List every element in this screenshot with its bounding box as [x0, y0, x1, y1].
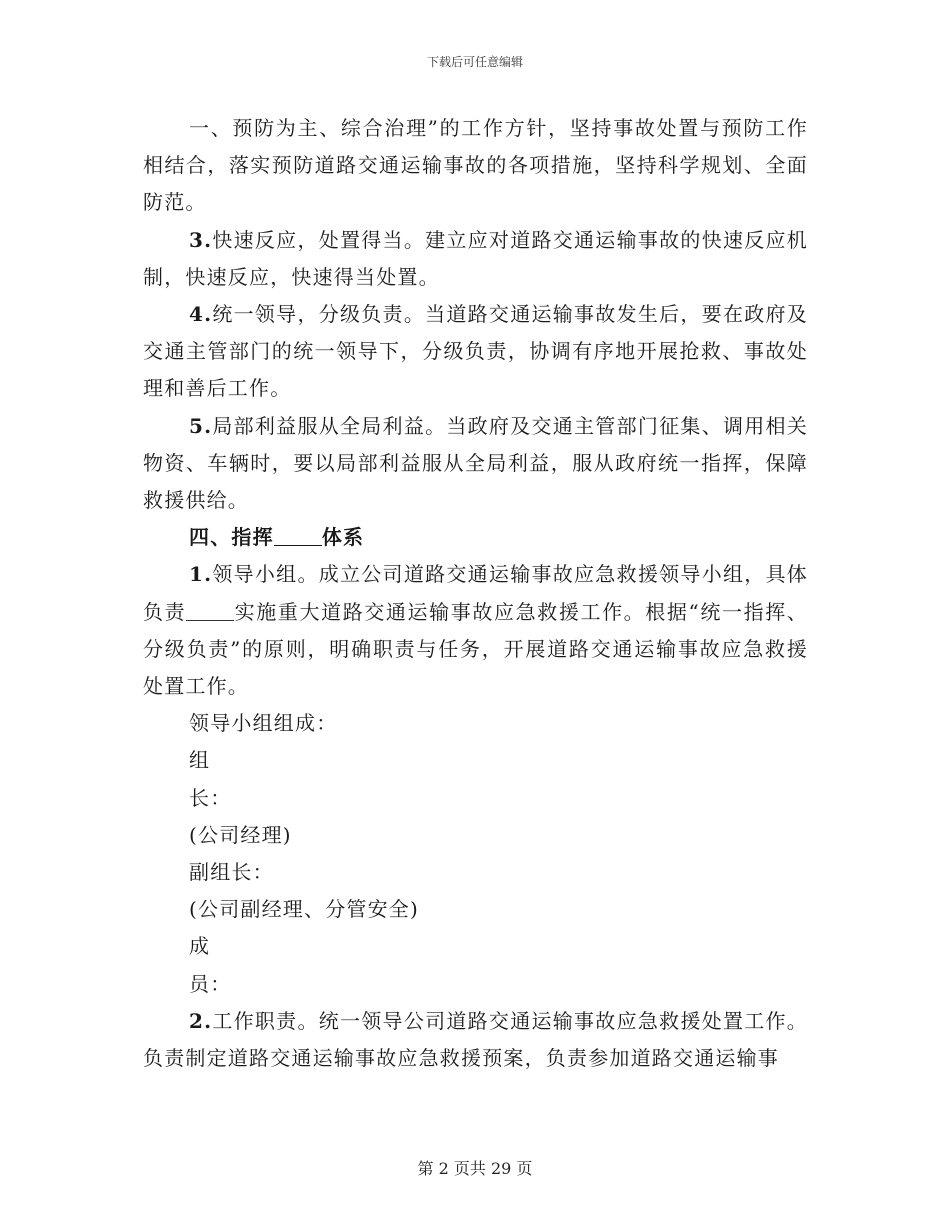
- paragraph-text: 快速反应，处置得当。建立应对道路交通运输事故的快速反应机制，快速反应，快速得当处置。: [143, 227, 808, 289]
- leader-label-part-1: 组: [189, 748, 211, 773]
- leader-label-part-2: 长：: [189, 785, 232, 810]
- leader-role: (公司经理): [189, 822, 292, 847]
- deputy-leader-role: (公司副经理、分管安全): [189, 897, 420, 922]
- paragraph-text: 实施重大道路交通运输事故应急救援工作。根据“统一指挥、分级负责”的原则，明确职责与任务，开展道路交通运输事故应急救援处置工作。: [143, 599, 809, 699]
- item-number: 4.: [189, 302, 213, 327]
- document-body: [143, 110, 808, 1077]
- paragraph-text: 统一领导，分级负责。当道路交通运输事故发生后，要在政府及交通主管部门的统一领导下，分级负责，协调有序地开展抢救、事故处理和善后工作。: [143, 302, 808, 401]
- page-header: 下载后可任意编辑: [426, 55, 523, 69]
- paragraph-text: 工作职责。统一领导公司道路交通运输事故应急救援处置工作。负责制定道路交通运输事故应急救援预案，负责参加道路交通运输事: [143, 1008, 808, 1071]
- item-number: 2.: [189, 1008, 213, 1033]
- paragraph-principle-5: [143, 408, 808, 520]
- page-footer: 第 2 页共 29 页: [417, 1159, 533, 1178]
- section-heading: [143, 519, 808, 556]
- paragraph-duties: [143, 1003, 808, 1077]
- item-number: 1.: [189, 562, 213, 587]
- paragraph-principle-4: [143, 296, 808, 408]
- deputy-leader-label: 副组长：: [189, 860, 274, 885]
- item-number: 3.: [189, 227, 213, 252]
- members-label-part-2: 员：: [189, 971, 232, 996]
- paragraph-text: 领导小组。成立公司道路交通运输事故应急救援领导小组，具体负责: [143, 562, 808, 624]
- paragraph-leadership-group: [143, 556, 808, 705]
- paragraph-text: 局部利益服从全局利益。当政府及交通主管部门征集、调用相关物资、车辆时，要以局部利益服从全局利益，服从政府统一指挥，保障救援供给。: [143, 413, 808, 513]
- section-heading-part-b: 体系: [321, 525, 365, 550]
- section-heading-part-a: 四、指挥: [189, 525, 274, 550]
- fill-in-blank: [274, 527, 322, 546]
- group-composition-label: 领导小组组成：: [189, 711, 338, 736]
- paragraph-principle-3: [143, 222, 808, 296]
- fill-in-blank: [186, 602, 234, 621]
- members-label-part-1: 成: [189, 934, 211, 959]
- item-number: 5.: [189, 413, 213, 438]
- paragraph-principle-1: 一、预防为主、综合治理”的工作方针，坚持事故处置与预防工作相结合，落实预防道路交通运输事故的各项措施，坚持科学规划、全面防范。: [143, 116, 808, 215]
